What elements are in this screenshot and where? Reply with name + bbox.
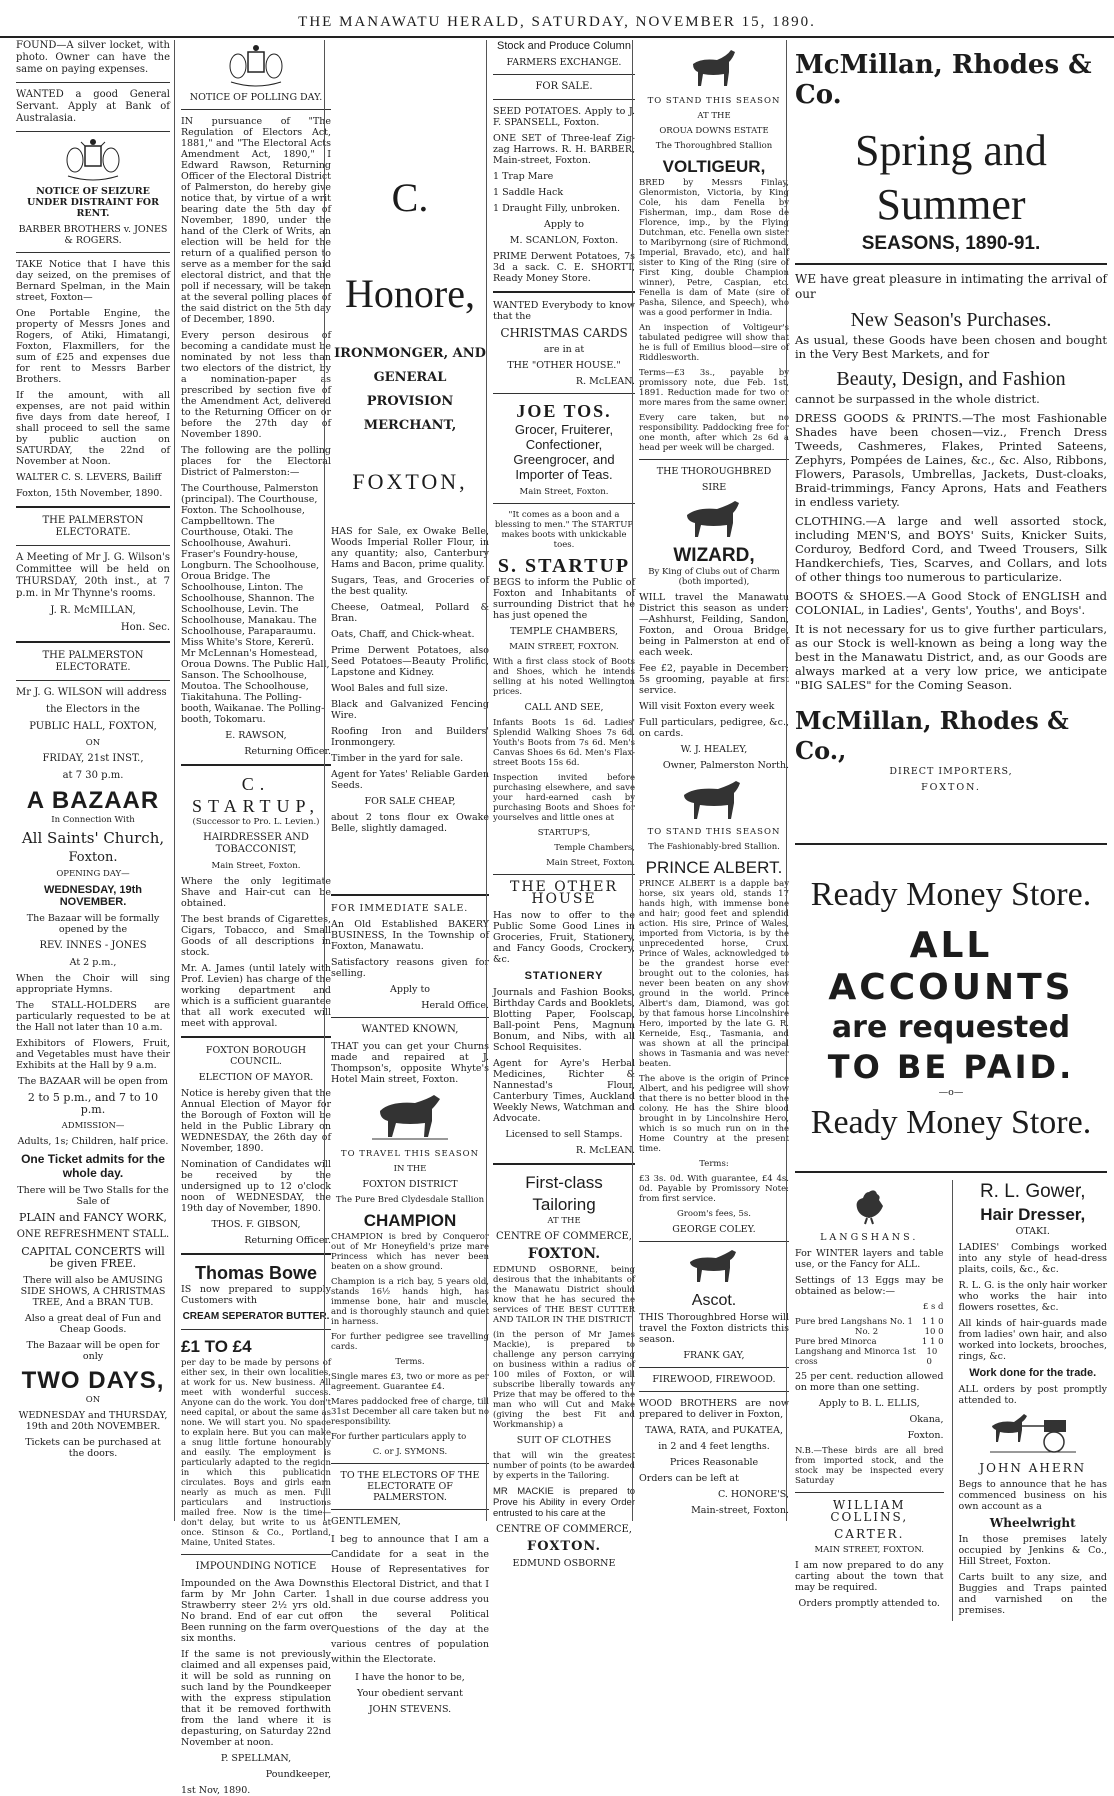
price-row: No. 2 10 0 <box>855 1327 944 1337</box>
bazaar-ticket: One Ticket admits for the whole day. <box>21 1152 165 1180</box>
coat-of-arms-icon <box>63 138 123 182</box>
stock-item: Apply to <box>544 219 584 230</box>
seizure-body: TAKE Notice that I have this day seized, on the premises of Bernard Spelman, in the Main street, Foxton— <box>16 259 170 303</box>
bazaar-line: ONE REFRESHMENT STALL. <box>16 1229 170 1240</box>
mayor-sub: ELECTION OF MAYOR. <box>198 1072 314 1083</box>
accounts-line-2: are requested <box>831 1010 1071 1045</box>
startup-body: Where the only legitimate Shave and Hair-cut can be obtained. <box>181 876 331 909</box>
langshans-body-4: Apply to B. L. ELLIS, <box>818 1398 920 1409</box>
tailor-line-2: CENTRE OF COMMERCE, <box>496 1231 632 1242</box>
champion-body-3: For further pedigree see travelling cards. <box>331 1332 489 1352</box>
collins-sub: CARTER. <box>834 1527 905 1541</box>
bakery-body-3: Apply to <box>390 984 430 995</box>
ahern-title: JOHN AHERN <box>979 1461 1087 1475</box>
impound-date: 1st Nov, 1890. <box>181 1785 251 1796</box>
startup-body-2: The best brands of Cigarettes, Cigars, Tobacco, and Small Goods of all descriptions in stock. <box>181 914 331 958</box>
stock-sub: FARMERS EXCHANGE. <box>506 57 622 68</box>
bakery-title: FOR IMMEDIATE SALE. <box>331 903 469 914</box>
clothing: CLOTHING.—A large and well assorted stock, including MEN'S, and BOYS' Suits, Knicker Suits, Corduroy, Bedford Cord, and Tweed Trousers, Silk Handkerchiefs, Ties, Scarves, and Collars, and lots of other things too numerous to particularize. <box>795 514 1107 584</box>
joe-addr: Main Street, Foxton. <box>519 487 609 497</box>
bazaar-line: Exhibitors of Flowers, Fruit, and Vegetables must have their Exhibits at the Hall by 9 a.m. <box>16 1038 170 1071</box>
langshans-nb: N.B.—These birds are all bred from imported stock, and the stock may be inspected every Saturday <box>795 1446 944 1486</box>
seizure-title: NOTICE OF SEIZURE UNDER DISTRAINT FOR RENT. <box>27 186 159 219</box>
honore-item: Wool Bales and full size. <box>331 683 448 694</box>
langshans-body: For WINTER layers and table use, or the Fancy for ALL. <box>795 1248 944 1270</box>
langshans-body-3: 25 per cent. reduction allowed on more than one setting. <box>795 1371 944 1393</box>
champion-sign: C. or J. SYMONS. <box>372 1447 448 1457</box>
gower-body-2: R. L. G. is the only hair worker who works the hair into flowers rosettes, &c. <box>958 1280 1107 1313</box>
column-4 <box>486 40 635 1569</box>
other-house-title: THE OTHER HOUSE <box>509 879 618 907</box>
tailor-line-3: FOXTON. <box>527 1246 601 1262</box>
earnings-title: £1 TO £4 <box>181 1337 252 1356</box>
bazaar-line: When the Choir will sing appropriate Hymns. <box>16 973 170 995</box>
electorate-2-line-2: the Electors in the <box>46 704 140 715</box>
tailor-line-1: AT THE <box>547 1216 581 1226</box>
column-5 <box>632 40 789 1521</box>
wizard-body: WILL travel the Manawatu District this season as under:—Ashhurst, Feilding, Sandon, Foxton, and Oroua Bridge, being in Palmerston at end of each week. <box>639 592 789 658</box>
mayor-title: FOXTON BOROUGH COUNCIL. <box>205 1045 307 1067</box>
electorate-2-line-3: PUBLIC HALL, FOXTON, <box>29 721 157 732</box>
joe-title: JOE TOS. <box>516 401 612 421</box>
firewood-body: WOOD BROTHERS are now prepared to deliver in Foxton, <box>639 1398 789 1420</box>
polling-body-3: The following are the polling places for the Electoral District of Palmerston:— <box>181 445 331 478</box>
tailor-foxton: FOXTON. <box>527 1539 601 1554</box>
bakery-body-2: Satisfactory reasons given for selling. <box>331 957 489 979</box>
startup2-addr: MAIN STREET, FOXTON. <box>509 642 619 652</box>
stock-item: SEED POTATOES. Apply to J. F. SPANSELL, Foxton. <box>493 106 635 128</box>
champion-body-4: Single mares £3, two or more as per agreement. Guarantee £4. <box>331 1372 489 1392</box>
firewood-body-5: Orders can be left at <box>639 1473 739 1484</box>
other-house-sign: R. McLEAN. <box>575 1145 635 1156</box>
voltigeur-line-2: AT THE <box>697 111 731 121</box>
collins-body: I am now prepared to do any carting about the town that may be required. <box>795 1560 944 1593</box>
bazaar-place: Foxton. <box>68 850 118 865</box>
bazaar-line: Tickets can be purchased at the doors. <box>25 1437 161 1459</box>
joe-body: Grocer, Fruiterer, Confectioner, Greengrocer, and Importer of Teas. <box>513 422 615 482</box>
honore-item: Agent for Yates' Reliable Garden Seeds. <box>331 769 489 791</box>
prince-terms: Terms: <box>699 1159 729 1169</box>
honore-line-3: MERCHANT, <box>363 418 457 433</box>
bazaar-line: The STALL-HOLDERS are particularly requested to be at the Hall not later than 10 a.m. <box>16 1000 170 1033</box>
accounts-divider: —o— <box>938 1087 964 1098</box>
newspaper-title: THE MANAWATU HERALD, SATURDAY, NOVEMBER 15, 1890. <box>298 14 816 30</box>
ahern-trade: Wheelwright <box>989 1516 1076 1530</box>
price-row: Pure bred Langshans No. 1 1 1 0 <box>795 1317 944 1327</box>
champion-body: CHAMPION is bred by Conqueror out of Mr Honeyfield's prize mare Princess which has never been beaten on a show ground. <box>331 1232 489 1272</box>
honore-body: HAS for Sale, ex Owake Belle, Woods Imperial Roller Flour, in any quantity; also, Canterbury Hams and Bacon, prime quality. <box>331 526 489 570</box>
firewood-body-7: Main-street, Foxton. <box>691 1505 789 1516</box>
seizure-sign: WALTER C. S. LEVERS, Bailiff <box>16 472 162 483</box>
impound-body-2: If the same is not previously claimed and all expenses paid, it will be sold as running on such land by the Poundkeeper with the express stipulation that it be removed forthwith from the land where it is depasturing, on Saturday 22nd November at noon. <box>181 1649 332 1748</box>
seizure-parties: BARBER BROTHERS v. JONES & ROGERS. <box>18 224 168 246</box>
bazaar-line: PLAIN and FANCY WORK, <box>18 1211 168 1224</box>
voltigeur-line-4: The Thoroughbred Stallion <box>655 141 773 151</box>
electors-greeting: GENTLEMEN, <box>331 1516 401 1527</box>
wizard-line-2: SIRE <box>701 482 727 493</box>
other-house-body-2: Journals and Fashion Books, Birthday Cards and Booklets, Blotting Paper, Foolscap, Ball-point Pens, Magnum Bonum, and Nibs, with all School Requisites. <box>493 987 635 1053</box>
bazaar-line: The BAZAAR will be open from <box>18 1076 168 1087</box>
xmas-body-2: are in at <box>543 344 585 355</box>
earnings-body: per day to be made by persons of either sex, in their own localities, at work for us. New business. All meet with wonderful success. Anyone can do the work. You don't need capital, or about the same as none. We will start you. No space to explain here. But you can make a snug little fortune honourably and easily. The employment is particularly adapted to the region in which this publication circulates. Boys and girls earn nearly as much as men. Full particulars and instructions mailed free. Now is the time—don't delay, but write to us at once. Stinson & Co., Portland, Maine, United States. <box>181 1358 331 1548</box>
electors-title: TO THE ELECTORS OF THE ELECTORATE OF PALMERSTON. <box>340 1470 480 1503</box>
bazaar-line: The Bazaar will be formally opened by the <box>26 913 160 935</box>
gower-place: OTAKI. <box>1015 1226 1050 1237</box>
wizard-line-1: THE THOROUGHBRED <box>656 466 772 477</box>
startup2-body-3: Inspection invited before purchasing elsewhere, and save your hard-earned cash by purchasing Boots and Shoes for yourselves and little ones at <box>493 773 635 823</box>
polling-body-2: Every person desirous of becoming a candidate must be nominated by not less than two electors of the district, by a nomination-paper as prescribed by section five of the Amendment Act, delivered to the Returning Officer on or before the 27th day of November 1890. <box>181 330 331 440</box>
startup2-sign: STARTUP'S, <box>537 828 591 838</box>
honore-item: Timber in the yard for sale. <box>331 753 464 764</box>
prince-title: PRINCE ALBERT. <box>645 858 783 877</box>
startup2-sign-2: Temple Chambers, <box>554 843 635 853</box>
champion-body-5: Mares paddocked free of charge, till 31st December all care taken but no responsibility. <box>331 1397 489 1427</box>
bazaar-title: A BAZAAR <box>26 787 160 814</box>
xmas-sign: R. McLEAN. <box>575 376 635 387</box>
honore-item: Roofing Iron and Builders' Ironmongery. <box>331 726 489 748</box>
wizard-body-3: Will visit Foxton every week <box>639 701 775 712</box>
electors-sign: JOHN STEVENS. <box>368 1704 452 1715</box>
prince-sign: GEORGE COLEY. <box>672 1224 756 1235</box>
stock-title: Stock and Produce Column <box>497 40 631 52</box>
bazaar-line: Also a great deal of Fun and Cheap Goods. <box>24 1313 162 1335</box>
bazaar-line: WEDNESDAY and THURSDAY, 19th and 20th NOVEMBER. <box>18 1410 168 1432</box>
stock-item: ONE SET of Three-leaf Zig-zag Harrows. R. H. BARBER, Main-street, Foxton. <box>493 133 635 166</box>
polling-body: IN pursuance of "The Regulation of Electors Act, 1881," and "The Electoral Acts Amendment Act, 1890," I Edward Rawson, Returning Officer of the Electoral District of Palmerston, do hereby give notice that, by virtue of a writ bearing date the 5th day of November, 1890, under the hand of the Clerk of Writs, an election will be held for the return of a qualified person to serve as a member for the said electoral district, and that the poll if necessary, will be taken at the several polling places of the said district on the 5th day of December, 1890. <box>181 116 331 325</box>
startup2-quote: "It comes as a boon and a blessing to men." The STARTUP makes boots with unkickable toes. <box>494 510 634 550</box>
wanted-servant: WANTED a good General Servant. Apply at Bank of Australasia. <box>16 89 170 124</box>
bazaar-line: At 2 p.m., <box>69 957 117 968</box>
impound-title: IMPOUNDING NOTICE <box>195 1561 317 1572</box>
mayor-sign: THOS. F. GIBSON, <box>211 1219 301 1230</box>
electorate-2-line-6: at 7 30 p.m. <box>62 770 124 781</box>
champion-title: CHAMPION <box>363 1211 457 1230</box>
intro-body-3: It is not necessary for us to give further particulars, as our Stock is well-known as being a long way the best in the Manawatu District, and, as our Goods are always marked at a very low price, we anticipate "BIG SALES" for the Coming Season. <box>795 622 1107 692</box>
tailor-body: EDMUND OSBORNE, being desirous that the inhabitants of the Manawatu District should know that he has secured the services of THE BEST CUTTER AND TAILOR IN THE DISTRICT <box>493 1265 635 1325</box>
bakery-body-4: Herald Office. <box>421 1000 489 1011</box>
racehorse-icon <box>687 46 741 90</box>
stock-item: 1 Trap Mare <box>493 171 554 182</box>
horse-icon <box>679 499 749 539</box>
champion-body-6: For further particulars apply to <box>331 1432 467 1442</box>
electorate-2-title: THE PALMERSTON ELECTORATE. <box>42 650 144 673</box>
rooster-icon <box>849 1186 889 1226</box>
tailor-body-2: (in the person of Mr James Mackie), is prepared to challenge any person carrying on business within a radius of 100 miles of Foxton, or will subscribe liberally towards any Prize that may be offered to the man who will Cut and Make (giving the best Fit and Workmanship) a <box>493 1330 635 1430</box>
accounts-line-1: ALL ACCOUNTS <box>828 925 1074 1008</box>
bazaar-admission: Adults, 1s; Children, half price. <box>17 1136 169 1147</box>
wizard-role: Owner, Palmerston North. <box>662 760 789 771</box>
startup2-place: TEMPLE CHAMBERS, <box>509 626 619 637</box>
prince-body-3: £3 3s. 0d. With guarantee, £4 4s. 0d. Payable by Promissory Note: from first service. <box>639 1174 789 1204</box>
polling-places: The Courthouse, Palmerston (principal). The Courthouse, Foxton. The Schoolhouse, Campbelltown. The Courthouse, Otaki. The Schoolhouse, Awahuri. Fraser's Foundry-house, Longburn. The Schoolhouse, Oroua Bridge. The Schoolhouse, Linton. The Schoolhouse, Shannon. The Schoolhouse, Levin. The Schoolhouse, Manakau. The Schoolhouse, Paraparaumu. Miss White's Store, Kererū. Mr McLennan's Homestead, Oroua Downs. The Public Hall, Sanson. The Schoolhouse, Moutoa. The Schoolhouse, Tiakitahuna. The Polling-booth, Waikanae. The Polling-booth, Tokomaru. <box>181 483 330 725</box>
intro-body-2: cannot be surpassed in the whole district. <box>795 392 1040 406</box>
mayor-body-2: Nomination of Candidates will be received by the undersigned up to 12 o'clock noon of WEDNESDAY, the 19th day of November, 1890. <box>181 1159 331 1214</box>
langshans-body-2: Settings of 13 Eggs may be obtained as below:— <box>795 1275 944 1297</box>
honore-place: FOXTON, <box>352 469 468 494</box>
intro-body: As usual, these Goods have been chosen and bought in the Very Best Markets, and for <box>795 333 1107 361</box>
accounts-line-3: TO BE PAID. <box>827 1048 1075 1086</box>
stock-item: PRIME Derwent Potatoes, 7s 3d a sack. C. E. SHORTT, Ready Money Store. <box>493 251 635 284</box>
stock-item: M. SCANLON, Foxton. <box>509 235 619 246</box>
collins-body-2: Orders promptly attended to. <box>798 1598 940 1609</box>
wanted-known-title: WANTED KNOWN, <box>361 1024 459 1035</box>
other-house-body-3: Agent for Ayre's Herbal Medicines, Richter & Nannestad's Flour, Canterbury Times, Auckland Weekly News, Watchman and Advocate. <box>493 1058 635 1124</box>
stationery-heading: STATIONERY <box>524 970 604 982</box>
ahern-body: Begs to announce that he has commenced business on his own account as a <box>958 1479 1107 1512</box>
honore-item: Cheese, Oatmeal, Pollard & Bran. <box>331 602 489 624</box>
mcmillan-title-2: McMillan, Rhodes & Co., <box>795 706 1069 765</box>
coat-of-arms-icon <box>226 44 286 88</box>
bowe-title: Thomas Bowe <box>194 1263 318 1283</box>
voltigeur-title: VOLTIGEUR, <box>662 157 766 176</box>
gower-body-3: All kinds of hair-guards made from ladies' own hair, and also worked into lockets, brooches, rings, &c. <box>958 1318 1107 1362</box>
electorate-2-line-1: Mr J. G. WILSON will address <box>16 687 167 698</box>
impound-role: Poundkeeper, <box>265 1769 331 1780</box>
electorate-2-line-5: FRIDAY, 21st INST., <box>42 753 144 764</box>
voltigeur-body-3: Terms—£3 3s., payable by promissory note, due Feb. 1st, 1891. Reduction made for two or more mares from the same owner. <box>639 368 789 408</box>
startup2-title: S. STARTUP <box>497 555 631 577</box>
seizure-item: One Portable Engine, the property of Messrs Jones and Rogers, of Atiki, Himatangi, Foxton, Flaxmillers, for the sum of £25 and expenses due for rent to Messrs Barber Brothers. <box>16 308 170 385</box>
startup2-sign-3: Main Street, Foxton. <box>546 858 635 868</box>
gower-body-4: Work done for the trade. <box>969 1367 1097 1379</box>
bazaar-line: OPENING DAY— <box>56 869 130 879</box>
champion-terms: Terms. <box>395 1357 425 1367</box>
bazaar-line: ON <box>85 1395 101 1405</box>
new-season: New Season's Purchases. <box>850 309 1052 331</box>
xmas-title: CHRISTMAS CARDS <box>500 326 628 340</box>
xmas-body: WANTED Everybody to know that the <box>493 300 635 322</box>
bazaar-line: The Bazaar will be open for only <box>26 1340 160 1362</box>
bazaar-hours: 2 to 5 p.m., and 7 to 10 p.m. <box>27 1091 159 1116</box>
polling-title: NOTICE OF POLLING DAY. <box>189 92 323 103</box>
champion-line-4: The Pure Bred Clydesdale Stallion <box>335 1195 485 1205</box>
honore-item: Sugars, Teas, and Groceries of the best quality. <box>331 575 489 597</box>
champion-body-2: Champion is a rich bay, 5 years old, stands 16½ hands high, has immense bone, hair and muscle, and is thoroughly staunch and quiet in harness. <box>331 1277 489 1327</box>
gower-body: LADIES' Combings worked into any style of head-dress plaits, coils, &c., &c. <box>958 1242 1107 1275</box>
champion-line-3: FOXTON DISTRICT <box>362 1179 458 1190</box>
ahern-body-4: Carts built to any size, and Buggies and Traps painted and varnished on the premises. <box>958 1572 1107 1616</box>
startup-body-3: Mr. A. James (until lately with Prof. Levien) has charge of the working department and which is a sufficient guarantee that all work executed will meet with approval. <box>181 963 331 1029</box>
voltigeur-body: BRED by Messrs Finlay, Glenormiston, Victoria, by King Cole, his dam Fenella by Fisherman, imp., dam Rose de Florence, imp., by the Flying Dutchman, etc. Fenella own sister to Maribyrnong (sire of Richmond, Imperial, Bravado, etc), and half sister to King of the Ring (sire of First King, double Champion winner), Petre, Caspian, etc. Fenella is dam of Mate (sire of Pasha, Silence, and Speech), who was a good performer in India. <box>639 178 789 318</box>
tailor-centre: CENTRE OF COMMERCE, <box>496 1524 632 1535</box>
dress-goods: DRESS GOODS & PRINTS.—The most Fashionable Shades have been chosen—viz., French Dress Tweeds, Cashmeres, Flakes, Printed Sateens, Zephyrs, Pompées de Laines, &c., &c. Also, Ribbons, Flowers, Parasols, Umbrellas, Jackets, Dust-cloaks, Braid-trimmings, Fancy Aprons, Hats and Feathers in endless variety. <box>795 411 1107 509</box>
ascot-body: THIS Thoroughbred Horse will travel the Foxton districts this season. <box>639 1312 789 1345</box>
mayor-body: Notice is hereby given that the Annual Election of Mayor for the Borough of Foxton will be held in the Public Library on WEDNESDAY, the 26th day of November, 1890. <box>181 1088 331 1154</box>
ready-money-store-2: Ready Money Store. <box>810 1104 1092 1141</box>
boots-shoes: BOOTS & SHOES.—A Good Stock of ENGLISH and COLONIAL, in Ladies', Gents', Youths', and Boys'. <box>795 589 1107 617</box>
firewood-body-6: C. HONORE'S, <box>717 1489 789 1500</box>
bakery-body: An Old Established BAKERY BUSINESS, In the Township of Foxton, Manawatu. <box>331 919 489 952</box>
column-6 <box>786 40 1107 1616</box>
price-row: Pure bred Minorca 1 1 0 <box>795 1337 944 1347</box>
startup-sub: (Successor to Pro. L. Levien.) <box>192 817 320 827</box>
gower-title: R. L. Gower, <box>979 1181 1086 1202</box>
bazaar-line: CAPITAL CONCERTS will be given FREE. <box>21 1245 165 1270</box>
bowe-body: IS now prepared to supply Customers with <box>181 1284 331 1306</box>
electors-close: I have the honor to be, <box>355 1672 465 1683</box>
other-house-body: Has now to offer to the Public Some Good Lines in Groceries, Fruit, Stationery, and Fancy Goods, Crockery, &c. <box>493 910 635 965</box>
collins-addr: MAIN STREET, FOXTON. <box>814 1545 924 1555</box>
bazaar-date: WEDNESDAY, 19th NOVEMBER. <box>43 884 142 908</box>
stock-item: 1 Saddle Hack <box>493 187 564 198</box>
xmas-place: THE "OTHER HOUSE." <box>507 360 621 371</box>
firewood-body-3: in 2 and 4 feet lengths. <box>658 1441 770 1452</box>
gower-ad <box>952 1180 1108 1621</box>
gower-sub: Hair Dresser, <box>980 1205 1086 1224</box>
langshans-body-6: Foxton. <box>907 1430 944 1441</box>
voltigeur-body-4: Every care taken, but no responsibility. Paddocking free for one month, after which 2s 6d a head per week will be charged. <box>639 413 789 453</box>
bazaar-two-days: TWO DAYS, <box>21 1367 165 1394</box>
impound-body: Impounded on the Awa Downs farm by Mr John Carter. 1 Strawberry steer 2½ yrs old. No brand. End of ear cut off Been running on the farm over six months. <box>181 1578 331 1644</box>
prince-line-1: TO STAND THIS SEASON <box>647 827 781 837</box>
langshans-currency: £ s d <box>922 1302 944 1312</box>
wizard-sub: By King of Clubs out of Charm (both imported), <box>648 567 780 587</box>
startup2-prices: Infants Boots 1s 6d. Ladies' Splendid Walking Shoes 7s 6d. Youth's Boots from 7s 6d. Men's Canvas Shoes 6s 6d. Men's Flax-street Boots 15s 6d. <box>493 718 635 768</box>
wizard-body-4: Full particulars, pedigree, &c., on cards. <box>639 717 789 739</box>
mayor-role: Returning Officer. <box>244 1235 331 1246</box>
prince-body-4: Groom's fees, 5s. <box>677 1209 751 1219</box>
tailor-title: First-class Tailoring <box>525 1173 603 1214</box>
wanted-known-body: THAT you can get your Churns made and repaired at J. Thompson's, opposite Whyte's Hotel Main street, Foxton. <box>331 1041 489 1085</box>
firewood-title: FIREWOOD, FIREWOOD. <box>652 1374 776 1385</box>
stock-item: 1 Draught Filly, unbroken. <box>493 203 620 214</box>
honore-item: Prime Derwent Potatoes, also Seed Potatoes—Beauty Prolific, Lapstone and Kidney. <box>331 645 489 678</box>
beauty: Beauty, Design, and Fashion <box>836 368 1066 390</box>
stock-sale: FOR SALE. <box>535 81 593 92</box>
voltigeur-body-2: An inspection of Voltigeur's tabulated pedigree will show that he is full of Emilius blood—sire of Riddlesworth. <box>639 323 789 363</box>
bazaar-line: There will be Two Stalls for the Sale of <box>17 1185 169 1207</box>
draught-horse-icon <box>676 777 752 821</box>
horse-icon <box>684 1248 744 1284</box>
electorate-1-role: Hon. Sec. <box>120 622 170 633</box>
draught-horse-icon <box>370 1091 450 1143</box>
voltigeur-line-1: TO STAND THIS SEASON <box>647 96 781 106</box>
honore-line-2: GENERAL PROVISION <box>366 370 454 409</box>
polling-role: Returning Officer. <box>244 746 331 757</box>
bowe-item: CREAM SEPERATOR BUTTER. <box>182 1311 330 1322</box>
langshans-ad <box>795 1180 944 1621</box>
polling-sign: E. RAWSON, <box>225 730 287 741</box>
ascot-title: Ascot. <box>691 1292 737 1309</box>
intro: WE have great pleasure in intimating the arrival of our <box>795 272 1107 301</box>
champion-line-2: IN THE <box>393 1164 427 1174</box>
cart-icon <box>988 1412 1078 1456</box>
spring-title: Spring and Summer <box>855 126 1047 229</box>
wizard-sign: W. J. HEALEY, <box>680 744 748 755</box>
prince-body-2: The above is the origin of Prince Albert, and his pedigree will show that there is no better blood in the colony. He has the Shire blood brought in by Lincolnshire Hero, which is so much run on in the Home Country at the present time. <box>639 1074 789 1154</box>
seizure-date: Foxton, 15th November, 1890. <box>16 488 163 499</box>
startup2-body-2: With a first class stock of Boots and Shoes, which he intends selling at his noted Wellington prices. <box>493 657 635 697</box>
startup-addr: Main Street, Foxton. <box>211 861 301 871</box>
voltigeur-line-3: OROUA DOWNS ESTATE <box>659 126 769 136</box>
found-notice: FOUND—A silver locket, with photo. Owner can have the same on paying expenses. <box>16 40 170 75</box>
startup2-body: BEGS to inform the Public of Foxton and Inhabitants of surrounding District that he has just opened the <box>493 577 635 621</box>
tailor-body-3: that will win the greatest number of points (to be awarded by experts in the Tailoring. <box>493 1451 635 1481</box>
honore-item: about 2 tons flour ex Owake Belle, slightly damaged. <box>331 812 489 834</box>
gower-body-5: ALL orders by post promptly attended to. <box>958 1384 1107 1406</box>
tailor-sign: EDMUND OSBORNE <box>512 1558 616 1569</box>
prince-line-2: The Fashionably-bred Stallion. <box>648 842 780 852</box>
electorate-1-title: THE PALMERSTON ELECTORATE. <box>42 515 144 538</box>
startup-trade: HAIRDRESSER AND TOBACCONIST, <box>203 832 309 855</box>
startup2-call: CALL AND SEE, <box>524 702 604 713</box>
firewood-body-2: TAWA, RATA, and PUKATEA, <box>644 1425 783 1436</box>
collins-title: WILLIAM COLLINS, <box>830 1498 909 1524</box>
tailor-body-4: MR MACKIE is prepared to Prove his Ability in every Order entrusted to his care at the <box>493 1486 635 1519</box>
seizure-sale: If the amount, with all expenses, are not paid within five days from date hereof, I shall proceed to sell the same by public auction on SATURDAY, the 22nd of November at Noon. <box>16 390 170 467</box>
mcmillan-title: McMillan, Rhodes & Co. <box>795 50 1092 110</box>
wizard-body-2: Fee £2, payable in December; 5s grooming, payable at first service. <box>639 663 789 696</box>
column-1 <box>16 40 170 1521</box>
bazaar-line: There will also be AMUSING SIDE SHOWS, A CHRISTMAS TREE, And a BRAN TUB. <box>20 1275 166 1308</box>
honore-line-1: IRONMONGER, AND <box>334 346 486 361</box>
ahern-body-3: In those premises lately occupied by Jenkins & Co., Hill Street, Foxton. <box>958 1534 1107 1567</box>
price-row: Langshang and Minorca 1st cross 10 0 <box>795 1347 938 1367</box>
honore-title: C. Honore, <box>345 175 475 316</box>
mcmillan-sub: DIRECT IMPORTERS, <box>889 766 1013 777</box>
electorate-1-body: A Meeting of Mr J. G. Wilson's Committee will be held on THURSDAY, 20th inst., at 7 p.m. in Mr Thynne's rooms. <box>16 552 170 599</box>
masthead <box>0 0 1114 38</box>
electors-close-2: Your obedient servant <box>357 1688 463 1699</box>
electorate-2-line-4: ON <box>85 738 101 748</box>
langshans-body-5: Okana, <box>909 1414 944 1425</box>
spring-sub: SEASONS, 1890-91. <box>861 233 1041 254</box>
ready-money-store-1: Ready Money Store. <box>810 876 1092 913</box>
firewood-body-4: Prices Reasonable <box>669 1457 759 1468</box>
honore-item: FOR SALE CHEAP, <box>364 796 456 807</box>
mcmillan-place: FOXTON. <box>921 782 981 793</box>
bazaar-line: ADMISSION— <box>61 1121 125 1131</box>
honore-item: Oats, Chaff, and Chick-wheat. <box>331 629 475 640</box>
impound-sign: P. SPELLMAN, <box>220 1753 292 1764</box>
bazaar-rev: REV. INNES - JONES <box>39 940 147 951</box>
wizard-title: WIZARD, <box>673 545 755 566</box>
bazaar-church: All Saints' Church, <box>21 829 165 847</box>
langshans-title: LANGSHANS. <box>820 1232 919 1243</box>
column-3 <box>324 40 489 1715</box>
startup-title: C. STARTUP, <box>192 774 320 816</box>
ascot-sign: FRANK GAY, <box>683 1350 745 1361</box>
column-2 <box>174 40 332 1796</box>
electors-body: I beg to announce that I am a Candidate for a seat in the House of Representatives for this Electoral District, and that I shall in due course address you on the several Political Questions of the day at the various centres of population within the Electorate. <box>331 1534 489 1665</box>
other-house-body-4: Licensed to sell Stamps. <box>505 1129 623 1140</box>
champion-line-1: TO TRAVEL THIS SEASON <box>340 1149 480 1159</box>
tailor-suit: SUIT OF CLOTHES <box>516 1435 612 1446</box>
prince-body: PRINCE ALBERT is a dapple bay horse, six years old, stands 17 hands high, with immense bone and hair; good feet and splendid action. His sire, Prince of Wales, imported from Victoria, is by the unprecedented horse, Crux. Prince of Wales, acknowledged to be the grandest horse ever brought out to the colonies, has never been beaten on any show ground in the world. Prince Albert's dam, Diamond, was got by that famous horse Lincolnshire Hero, imported by the late G. R. Kerneide, Esq., Tasmania, and was shown at all the principal shows in Tasmania and was never beaten. <box>639 879 789 1069</box>
electorate-1-sign: J. R. McMILLAN, <box>50 605 136 616</box>
honore-item: Black and Galvanized Fencing Wire. <box>331 699 489 721</box>
bazaar-line: In Connection With <box>51 815 135 825</box>
